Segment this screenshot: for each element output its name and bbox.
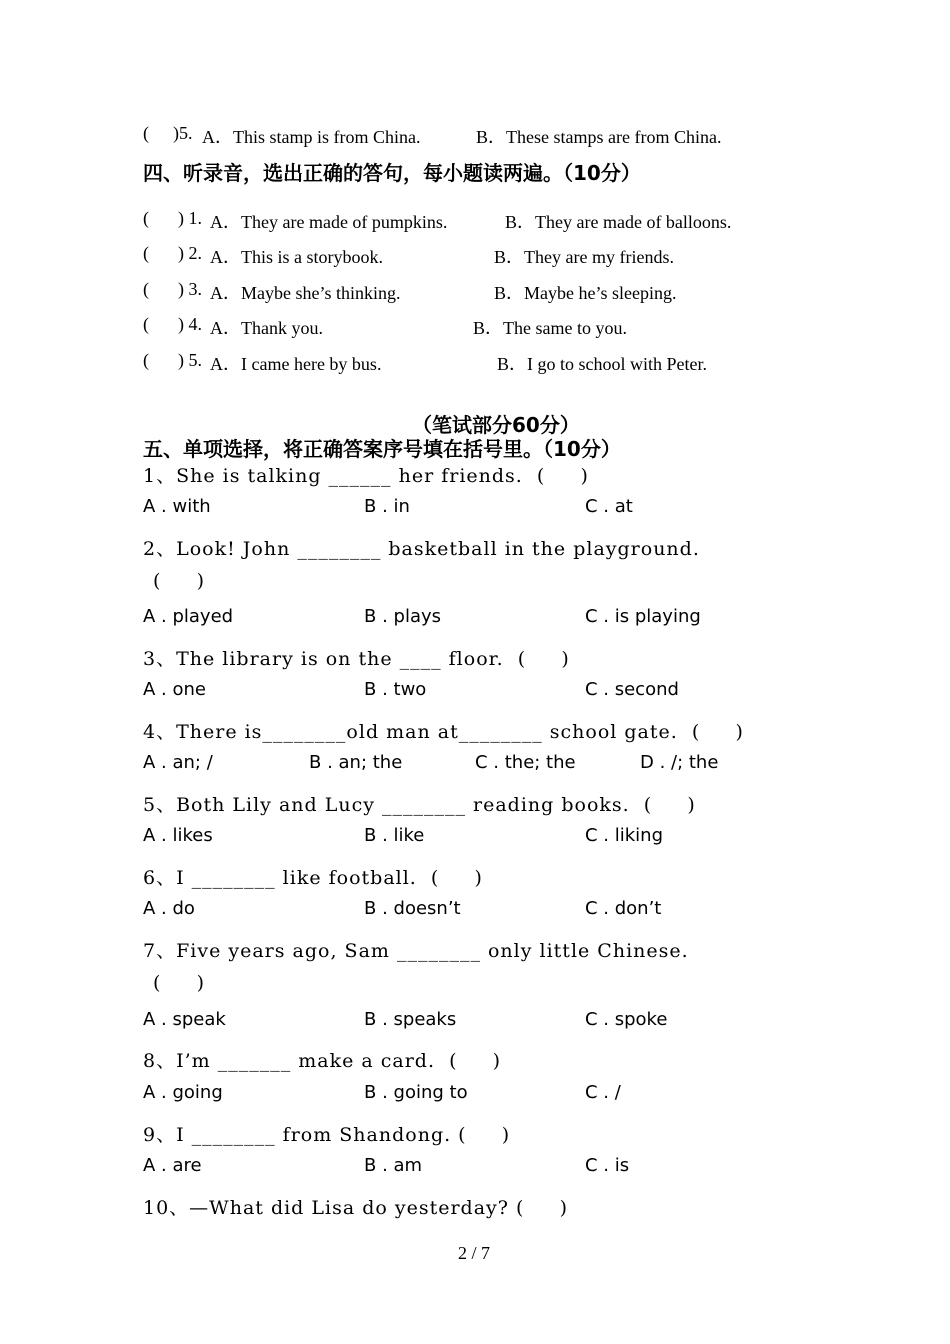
s5-q1-option-a: A . with — [143, 496, 211, 517]
s5-q3-option-a: A . one — [143, 679, 206, 700]
s5-q6-option-b: B . doesn’t — [364, 898, 461, 919]
s4-q3-option-a: A．Maybe she’s thinking. — [210, 283, 401, 303]
s5-q9-stem: 9、I ________ from Shandong. ( ) — [143, 1124, 511, 1146]
s5-q9-option-a: A . are — [143, 1155, 202, 1176]
section4-title: 四、听录音，选出正确的答句，每小题读两遍。（10分） — [143, 161, 641, 185]
prev-q5-option-b: B．These stamps are from China. — [476, 127, 722, 147]
s5-q2-option-b: B . plays — [364, 606, 442, 627]
s4-q5-option-a: A．I came here by bus. — [210, 354, 382, 374]
s5-q6-option-a: A . do — [143, 898, 195, 919]
s5-q7-answer-paren: ( ) — [153, 972, 206, 994]
s4-q2-option-b: B．They are my friends. — [494, 247, 674, 267]
s5-q3-stem: 3、The library is on the ____ floor. ( ) — [143, 648, 570, 670]
s5-q7-option-a: A . speak — [143, 1009, 226, 1030]
s4-q4-paren: ( — [143, 314, 149, 334]
s4-q2-paren: ( — [143, 243, 149, 263]
s5-q3-option-b: B . two — [364, 679, 427, 700]
section5-title: 五、单项选择，将正确答案序号填在括号里。（10分） — [143, 437, 621, 461]
s5-q8-option-b: B . going to — [364, 1082, 468, 1103]
s5-q10-stem: 10、—What did Lisa do yesterday? ( ) — [143, 1197, 569, 1219]
s5-q3-option-c: C . second — [585, 679, 679, 700]
s4-q1-option-a: A．They are made of pumpkins. — [210, 212, 448, 232]
s4-q5-paren: ( — [143, 350, 149, 370]
s5-q6-option-c: C . don’t — [585, 898, 662, 919]
s5-q9-option-b: B . am — [364, 1155, 423, 1176]
s5-q2-option-a: A . played — [143, 606, 234, 627]
page-number: 2 / 7 — [458, 1243, 491, 1263]
written-part-title: （笔试部分60分） — [412, 413, 580, 437]
prev-q5-paren: ( — [143, 123, 149, 143]
s4-q3-paren: ( — [143, 279, 149, 299]
s5-q8-option-a: A . going — [143, 1082, 223, 1103]
s4-q3-option-b: B．Maybe he’s sleeping. — [494, 283, 677, 303]
s5-q5-option-c: C . liking — [585, 825, 663, 846]
s5-q4-option-d: D . /; the — [640, 752, 719, 773]
s5-q7-option-c: C . spoke — [585, 1009, 668, 1030]
s4-q3-number: ) 3. — [178, 279, 202, 299]
s5-q8-option-c: C . / — [585, 1082, 621, 1103]
s5-q4-option-a: A . an; / — [143, 752, 213, 773]
s4-q5-option-b: B．I go to school with Peter. — [497, 354, 707, 374]
s5-q8-stem: 8、I’m _______ make a card. ( ) — [143, 1050, 502, 1072]
s4-q1-option-b: B．They are made of balloons. — [505, 212, 732, 232]
s4-q1-number: ) 1. — [178, 208, 202, 228]
s5-q5-option-a: A . likes — [143, 825, 213, 846]
s5-q1-option-b: B . in — [364, 496, 410, 517]
prev-q5-number: )5. — [173, 123, 193, 143]
s5-q7-option-b: B . speaks — [364, 1009, 457, 1030]
s4-q4-option-a: A．Thank you. — [210, 318, 323, 338]
s5-q5-option-b: B . like — [364, 825, 425, 846]
s4-q5-number: ) 5. — [178, 350, 202, 370]
s4-q2-number: ) 2. — [178, 243, 202, 263]
s5-q6-stem: 6、I ________ like football. ( ) — [143, 867, 483, 889]
s5-q7-stem: 7、Five years ago, Sam ________ only little Chinese. — [143, 940, 689, 962]
s5-q4-stem: 4、There is________old man at________ school gate. ( ) — [143, 721, 744, 743]
s5-q1-option-c: C . at — [585, 496, 633, 517]
s5-q5-stem: 5、Both Lily and Lucy ________ reading books. ( ) — [143, 794, 696, 816]
s5-q2-option-c: C . is playing — [585, 606, 701, 627]
s5-q4-option-b: B . an; the — [309, 752, 403, 773]
prev-q5-option-a: A．This stamp is from China. — [202, 127, 421, 147]
s4-q1-paren: ( — [143, 208, 149, 228]
s5-q1-stem: 1、She is talking ______ her friends. ( ) — [143, 465, 589, 487]
s5-q9-option-c: C . is — [585, 1155, 630, 1176]
s5-q2-stem: 2、Look! John ________ basketball in the playground. — [143, 538, 700, 560]
s5-q4-option-c: C . the; the — [475, 752, 576, 773]
s4-q4-number: ) 4. — [178, 314, 202, 334]
s4-q2-option-a: A．This is a storybook. — [210, 247, 383, 267]
s5-q2-answer-paren: ( ) — [153, 570, 206, 592]
s4-q4-option-b: B．The same to you. — [473, 318, 627, 338]
